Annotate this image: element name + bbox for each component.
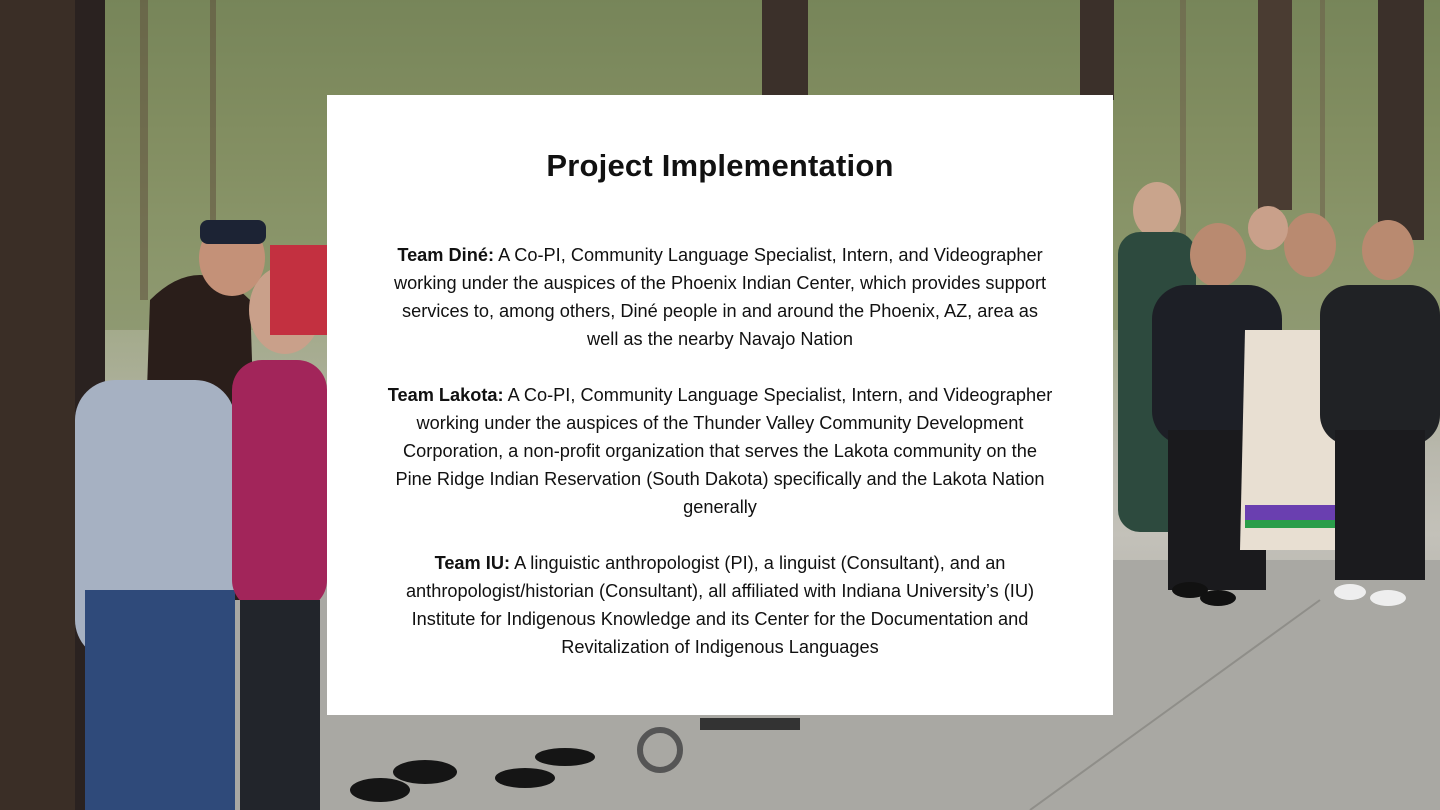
team-iu-name: Team IU:: [434, 553, 511, 573]
slide-title: Project Implementation: [546, 148, 894, 183]
team-dine-description: A Co-PI, Community Language Specialist, Intern, and Videographer working under the auspices of the Phoenix Indian Center, which provides support services to, among others, Diné people in and around the Phoenix, AZ, area as well as the nearby Navajo Nation: [393, 245, 1047, 349]
team-iu-description: A linguistic anthropologist (PI), a linguist (Consultant), and an anthropologist/historian (Consultant), all affiliated with Indiana University’s (IU) Institute for Indigenous Knowledge and its Center for the Documentation and Revitalization of Indigenous Languages: [405, 553, 1035, 657]
team-lakota-name: Team Lakota:: [387, 385, 504, 405]
team-iu-paragraph: [387, 549, 1053, 661]
team-dine-name: Team Diné:: [397, 245, 494, 265]
team-lakota-description: A Co-PI, Community Language Specialist, Intern, and Videographer working under the auspices of the Thunder Valley Community Development Corporation, a non-profit organization that serves the Lakota community on the Pine Ridge Indian Reservation (South Dakota) specifically and the Lakota Nation generally: [395, 385, 1053, 517]
team-dine-paragraph: [387, 241, 1053, 353]
team-lakota-paragraph: [387, 381, 1053, 521]
content-card: [327, 95, 1113, 715]
